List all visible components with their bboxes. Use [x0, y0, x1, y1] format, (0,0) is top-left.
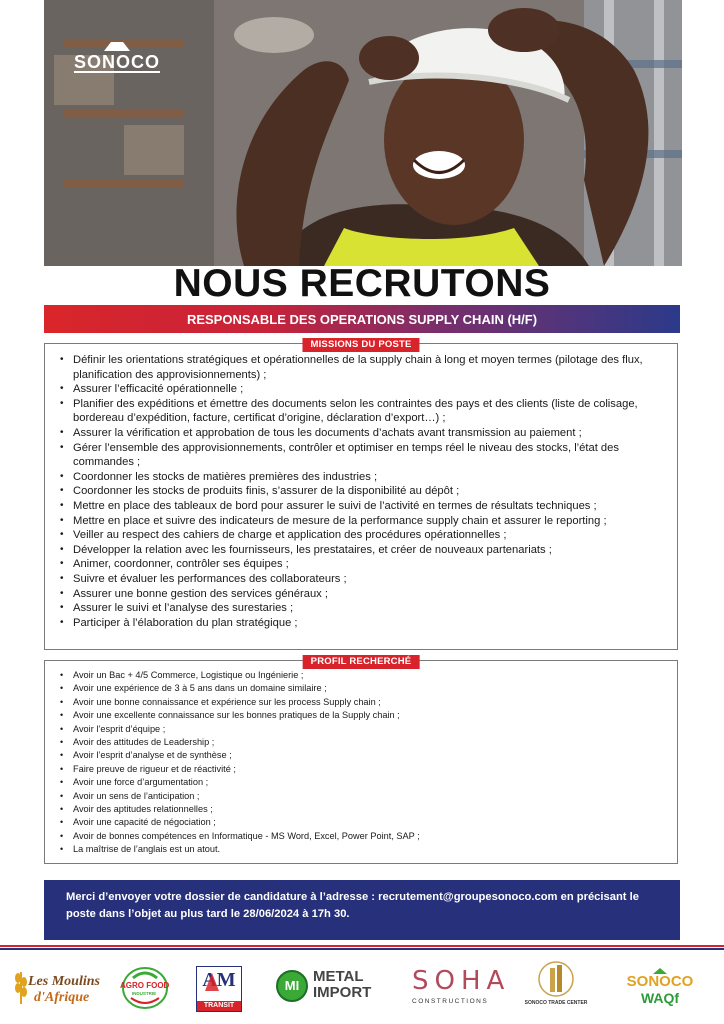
profile-item: • La maîtrise de l’anglais est un atout.: [45, 843, 677, 856]
missions-section: [44, 339, 678, 650]
soha-line2: CONSTRUCTIONS: [412, 998, 489, 1005]
job-title-banner: RESPONSABLE DES OPERATIONS SUPPLY CHAIN (H/F): [44, 305, 680, 333]
am-red-swoosh: [205, 973, 219, 991]
mission-item: • Suivre et évaluer les performances des collaborateurs ;: [45, 572, 677, 587]
profile-item: • Avoir une expérience de 3 à 5 ans dans un domaine similaire ;: [45, 682, 677, 695]
mission-item: • Coordonner les stocks de produits finis, s’assurer de la disponibilité au dépôt ;: [45, 484, 677, 499]
moulins-line1: Les Moulins: [28, 974, 100, 989]
trade-center-tower-icon: [538, 960, 574, 998]
page-title: NOUS RECRUTONS: [173, 262, 551, 305]
profile-title: PROFIL RECHERCHÉ: [303, 655, 420, 669]
agro-line2: INDUSTRIE: [131, 991, 157, 996]
mission-item: • Assurer une bonne gestion des services généraux ;: [45, 587, 677, 602]
profile-item: • Avoir une force d’argumentation ;: [45, 776, 677, 789]
metal-import-badge: [276, 970, 308, 1002]
sonoco-logo: [74, 42, 160, 73]
profile-item: • Faire preuve de rigueur et de réactivité ;: [45, 763, 677, 776]
logo-soha-constructions: [412, 966, 511, 1010]
moulins-line2: d'Afrique: [34, 990, 90, 1005]
mission-item: • Gérer l’ensemble des approvisionnements, contrôler et optimiser en temps réel le niveau des stocks, l’état des commandes ;: [45, 441, 677, 470]
profile-item: • Avoir des attitudes de Leadership ;: [45, 736, 677, 749]
mission-item: • Définir les orientations stratégiques et opérationnelles de la supply chain à long et moyen termes (pilotage des flux, planification des approvisionnements) ;: [45, 353, 677, 382]
am-line1: AM: [202, 969, 236, 991]
mission-item: • Participer à l’élaboration du plan stratégique ;: [45, 616, 677, 631]
profile-item: • Avoir une capacité de négociation ;: [45, 816, 677, 829]
profile-item: • Avoir de bonnes compétences en Informatique - MS Word, Excel, Power Point, SAP ;: [45, 830, 677, 843]
profile-item: • Avoir l’esprit d’équipe ;: [45, 723, 677, 736]
contact-banner: [44, 880, 680, 940]
missions-title: MISSIONS DU POSTE: [302, 338, 419, 352]
trade-center-line1: SONOCO TRADE CENTER: [524, 1000, 588, 1006]
mission-item: • Assurer l’efficacité opérationnelle ;: [45, 382, 677, 397]
soha-line1: SOHA: [412, 966, 511, 996]
contact-text: Merci d’envoyer votre dossier de candidature à l’adresse : recrutement@groupesonoco.com en précisant le poste dans l’objet au plus tard le 28/06/2024 à 17h 30.: [66, 891, 639, 920]
profile-item: • Avoir l’esprit d’analyse et de synthèse ;: [45, 749, 677, 762]
mission-item: • Développer la relation avec les fournisseurs, les prestataires, et créer de nouveaux partenariats ;: [45, 543, 677, 558]
profile-list: [45, 669, 677, 857]
metal-badge-text: MI: [284, 978, 300, 993]
metal-line2: IMPORT: [313, 984, 372, 1001]
profile-item: • Avoir des aptitudes relationnelles ;: [45, 803, 677, 816]
logo-metal-import: [276, 968, 376, 1008]
hero-photo: [44, 0, 682, 266]
mission-item: • Mettre en place des tableaux de bord pour assurer le suivi de l’activité en termes de résultats techniques ;: [45, 499, 677, 514]
wheat-icon: [14, 968, 28, 1004]
missions-list: [45, 353, 677, 630]
logo-sonoco-waqf: [620, 968, 700, 1008]
profile-item: • Avoir une excellente connaissance sur les bonnes pratiques de la Supply chain ;: [45, 709, 677, 722]
waqf-line1: SONOCO: [626, 973, 694, 990]
logo-agro-food: [120, 964, 170, 1010]
profile-item: • Avoir une bonne connaissance et expérience sur les process Supply chain ;: [45, 696, 677, 709]
logo-moulins-dafrique: [14, 964, 100, 1008]
mission-item: • Assurer la vérification et approbation de tous les documents d’achats avant transmission au paiement ;: [45, 426, 677, 441]
mission-item: • Animer, coordonner, contrôler ses équipes ;: [45, 557, 677, 572]
logo-am-transit: [196, 966, 242, 1012]
agro-line1: AGRO FOOD: [120, 981, 170, 990]
waqf-line2: WAQf: [640, 990, 680, 1006]
divider-red: [0, 945, 724, 947]
mission-item: • Planifier des expéditions et émettre des documents selon les contraintes des pays et des clients (liste de colisage, bordereau d’expédition, facture, certificat d’origine, déclaration d’export…) ;: [45, 397, 677, 426]
divider-blue: [0, 948, 724, 950]
metal-line1: METAL: [313, 968, 364, 985]
am-line2: TRANSIT: [197, 1001, 241, 1011]
profile-section: [44, 656, 678, 864]
profile-item: • Avoir un sens de l’anticipation ;: [45, 790, 677, 803]
mission-item: • Veiller au respect des cahiers de charge et application des procédures opérationnelles ;: [45, 528, 677, 543]
mission-item: • Assurer le suivi et l’analyse des surestaries ;: [45, 601, 677, 616]
mission-item: • Coordonner les stocks de matières premières des industries ;: [45, 470, 677, 485]
partner-logos: [0, 958, 724, 1018]
profile-item: • Avoir un Bac + 4/5 Commerce, Logistique ou Ingénierie ;: [45, 669, 677, 682]
sonoco-logo-mark-icon: [104, 42, 130, 51]
logo-sonoco-trade-center: [520, 960, 592, 1012]
sonoco-logo-text: SONOCO: [74, 52, 161, 72]
hero-illustration: [44, 0, 682, 266]
mission-item: • Mettre en place et suivre des indicateurs de mesure de la performance supply chain et assurer le reporting ;: [45, 514, 677, 529]
